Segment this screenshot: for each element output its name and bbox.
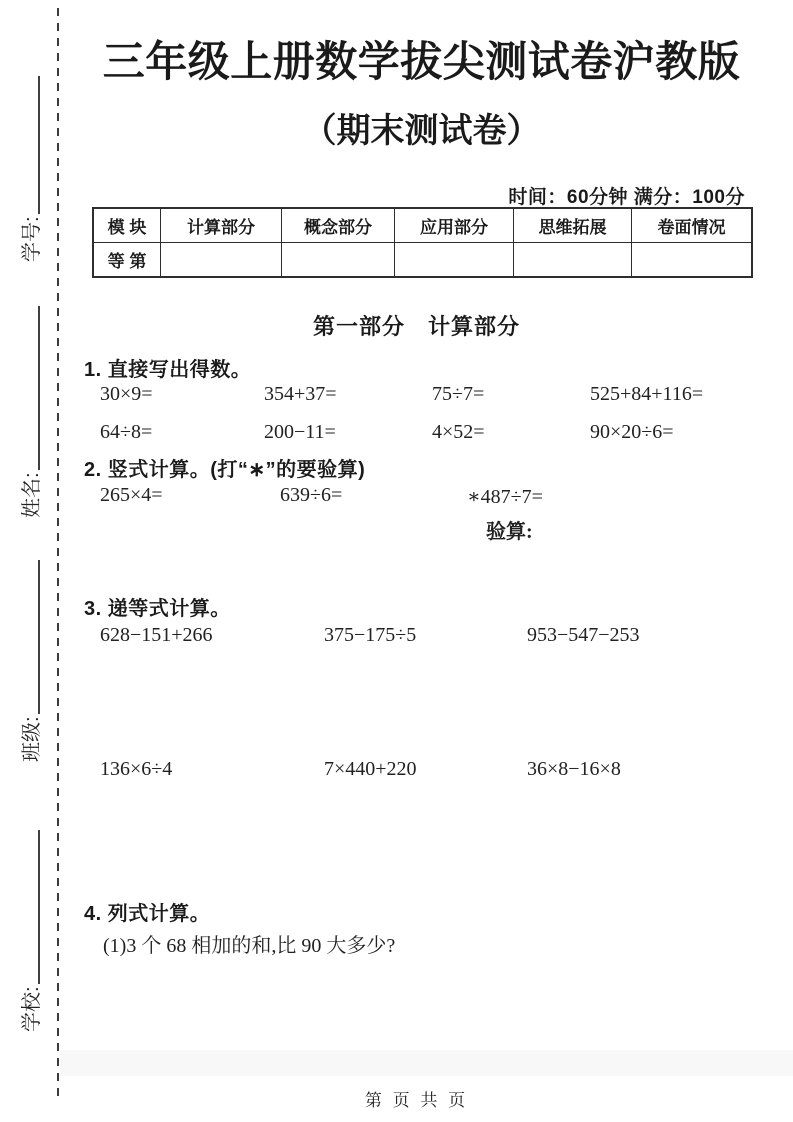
score-header-module: 模 块 [93, 208, 161, 243]
student-name-blank-line [37, 306, 40, 470]
grade-cell-calculation [161, 243, 282, 278]
student-name-field [15, 306, 42, 518]
score-header-calculation: 计算部分 [161, 208, 282, 243]
class-blank-line [37, 560, 40, 714]
q4-title: 4. 列式计算。 [84, 903, 211, 925]
score-header-neatness: 卷面情况 [632, 208, 753, 243]
score-table-grade-row [93, 243, 752, 278]
q1-expression: 75÷7= [432, 383, 485, 405]
page-number-footer: 第 页 共 页 [364, 1091, 469, 1110]
q3-expression: 136×6÷4 [100, 758, 173, 780]
paper-subtitle: （期末测试卷） [302, 112, 541, 150]
q2-title: 2. 竖式计算。(打“∗”的要验算) [84, 459, 366, 481]
score-header-concept: 概念部分 [282, 208, 395, 243]
q1-expression: 90×20÷6= [590, 421, 674, 443]
q2-check-label: 验算: [486, 521, 533, 543]
grade-cell-concept [282, 243, 395, 278]
q3-title: 3. 递等式计算。 [84, 598, 231, 620]
school-blank-line [37, 830, 40, 984]
score-table [92, 207, 753, 278]
q3-expression: 628−151+266 [100, 624, 213, 646]
q2-expression: 639÷6= [280, 484, 343, 506]
q3-expression: 7×440+220 [324, 758, 417, 780]
score-table-header-row [93, 208, 752, 243]
q3-expression: 375−175÷5 [324, 624, 417, 646]
time-score-info: 时间：60分钟 满分：100分 [508, 187, 745, 208]
student-id-blank-line [37, 76, 40, 214]
q2-expression: 265×4= [100, 484, 163, 506]
part1-heading: 第一部分 计算部分 [312, 314, 520, 339]
grade-cell-neatness [632, 243, 753, 278]
class-field [15, 560, 42, 762]
cut-dashed-line [57, 8, 59, 1100]
q1-title: 1. 直接写出得数。 [84, 359, 252, 381]
grade-cell-thinking [514, 243, 632, 278]
student-name-label: 姓名: [21, 472, 43, 518]
class-label: 班级: [21, 716, 43, 762]
q1-expression: 30×9= [100, 383, 153, 405]
q1-expression: 525+84+116= [590, 383, 704, 405]
q3-expression: 36×8−16×8 [527, 758, 621, 780]
school-field [15, 830, 42, 1032]
q1-expression: 354+37= [264, 383, 337, 405]
score-header-application: 应用部分 [395, 208, 514, 243]
paper-title: 三年级上册数学拔尖测试卷沪教版 [102, 38, 741, 85]
q3-expression: 953−547−253 [527, 624, 640, 646]
student-id-field [15, 76, 42, 262]
q1-expression: 64÷8= [100, 421, 153, 443]
q1-expression: 4×52= [432, 421, 485, 443]
grade-row-label: 等 第 [93, 243, 161, 278]
grade-cell-application [395, 243, 514, 278]
q2-expression: ∗487÷7= [467, 486, 543, 508]
scan-artifact-band [60, 1050, 793, 1076]
q1-expression: 200−11= [264, 421, 336, 443]
school-label: 学校: [21, 986, 43, 1032]
q4-item-1: (1)3 个 68 相加的和,比 90 大多少? [103, 935, 396, 957]
score-header-thinking: 思维拓展 [514, 208, 632, 243]
student-id-label: 学号: [21, 216, 43, 262]
